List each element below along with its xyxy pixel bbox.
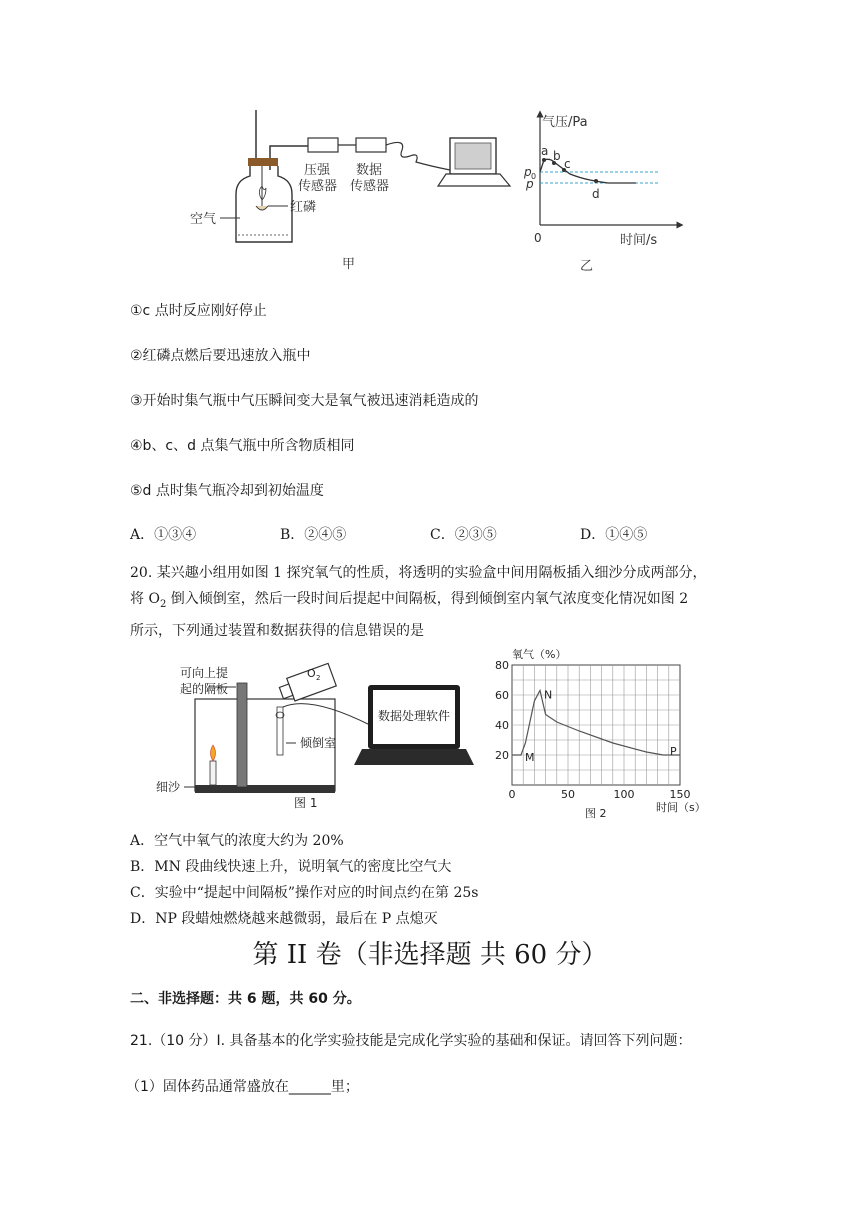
q20-stem-2a: 将 O — [130, 591, 160, 607]
o2-x-tick-label: 50 — [561, 788, 575, 801]
o2-bottle-label: O — [307, 667, 316, 680]
point-a-label: a — [541, 144, 549, 158]
o2-x-tick-label: 0 — [508, 788, 516, 801]
statement-3: ③开始时集气瓶中气压瞬间变大是氧气被迅速消耗造成的 — [130, 393, 479, 409]
caption-jia: 甲 — [342, 257, 356, 272]
figure-1-apparatus — [150, 655, 490, 825]
q19-option-b: B．②④⑤ — [280, 527, 347, 543]
sand-label: 细沙 — [156, 780, 181, 794]
figure-2-oxygen-chart — [490, 645, 720, 825]
p0-label: p — [524, 165, 532, 179]
pressure-origin: 0 — [534, 231, 542, 245]
partition-label-2: 起的隔板 — [180, 682, 229, 696]
statement-2: ②红磷点燃后要迅速放入瓶中 — [130, 348, 311, 364]
red-phosphorus-label: 红磷 — [290, 200, 317, 215]
o2-chart-grid — [512, 665, 680, 785]
caption-yi: 乙 — [580, 259, 594, 274]
o2-x-tick-label: 100 — [613, 788, 635, 801]
pour-room-label: 倾倒室 — [300, 736, 337, 750]
q19-option-a: A．①③④ — [130, 527, 197, 543]
o2-point-label-m: M — [524, 751, 535, 764]
p-label: p — [526, 177, 534, 191]
o2-chart-annotations — [525, 689, 677, 765]
part-two-heading: 二、非选择题：共 6 题，共 60 分。 — [130, 991, 361, 1007]
q20-option-b: B．MN 段曲线快速上升，说明氧气的密度比空气大 — [130, 859, 452, 875]
q20-o2-subscript: 2 — [159, 598, 167, 610]
q19-option-c: C．②③⑤ — [430, 527, 497, 543]
pressure-sensor-label-1: 压强 — [304, 163, 331, 178]
section-title: 第 II 卷（非选择题 共 60 分） — [252, 940, 608, 970]
data-sensor-label-2: 传感器 — [350, 179, 390, 194]
q20-stem-2b: 倒入倾倒室，然后一段时间后提起中间隔板，得到倾倒室内氧气浓度变化情况如图 2 — [166, 591, 689, 607]
data-sensor-label-1: 数据 — [356, 163, 383, 178]
pressure-sensor-label-2: 传感器 — [298, 179, 338, 194]
partition-label-1: 可向上提 — [180, 666, 229, 680]
q21-sub-1: （1）固体药品通常盛放在______里； — [126, 1079, 359, 1095]
q20-stem-line-2 — [130, 586, 740, 618]
software-label: 数据处理软件 — [378, 709, 451, 723]
q20-stem — [130, 560, 740, 644]
point-d-label: d — [592, 187, 600, 201]
o2-xlabel: 时间（s） — [656, 801, 706, 814]
o2-point-label-p: P — [670, 745, 677, 758]
o2-y-tick-label: 40 — [495, 719, 509, 732]
o2-y-tick-label: 20 — [495, 749, 509, 762]
q20-stem-line-3: 所示，下列通过装置和数据获得的信息错误的是 — [130, 622, 424, 639]
point-b-label: b — [553, 149, 561, 163]
pressure-xlabel: 时间/s — [620, 233, 658, 248]
figure-apparatus-jia — [180, 110, 520, 280]
pressure-ylabel: 气压/Pa — [542, 115, 588, 130]
p0-subscript: 0 — [531, 172, 537, 181]
figure-pressure-chart-yi — [520, 110, 690, 280]
o2-series-line — [512, 688, 680, 756]
statement-5: ⑤d 点时集气瓶冷却到初始温度 — [130, 483, 324, 499]
q20-option-a: A．空气中氧气的浓度大约为 20% — [130, 833, 344, 849]
o2-x-tick-label: 150 — [669, 788, 691, 801]
statement-1: ①c 点时反应刚好停止 — [130, 303, 267, 319]
q21-intro: 21.（10 分）I. 具备基本的化学实验技能是完成化学实验的基础和保证。请回答下列问题： — [130, 1033, 692, 1049]
q19-option-d: D．①④⑤ — [580, 527, 648, 543]
q20-stem-line-1: 20. 某兴趣小组用如图 1 探究氧气的性质，将透明的实验盒中间用隔板插入细沙分成两部分， — [130, 565, 707, 581]
figure-1-caption: 图 1 — [294, 796, 318, 810]
o2-y-tick-label: 80 — [495, 659, 509, 672]
o2-bottle-subscript: 2 — [316, 674, 321, 682]
q20-option-c: C．实验中“提起中间隔板”操作对应的时间点约在第 25s — [130, 885, 479, 901]
o2-y-tick-label: 60 — [495, 689, 509, 702]
point-c-label: c — [564, 157, 571, 171]
q20-option-d: D．NP 段蜡烛燃烧越来越微弱，最后在 P 点熄灭 — [130, 911, 438, 927]
o2-ylabel: 氧气（%） — [512, 648, 567, 661]
statement-4: ④b、c、d 点集气瓶中所含物质相同 — [130, 438, 355, 454]
air-label: 空气 — [190, 212, 217, 227]
o2-point-label-n: N — [544, 688, 553, 702]
figure-2-caption: 图 2 — [585, 807, 607, 820]
